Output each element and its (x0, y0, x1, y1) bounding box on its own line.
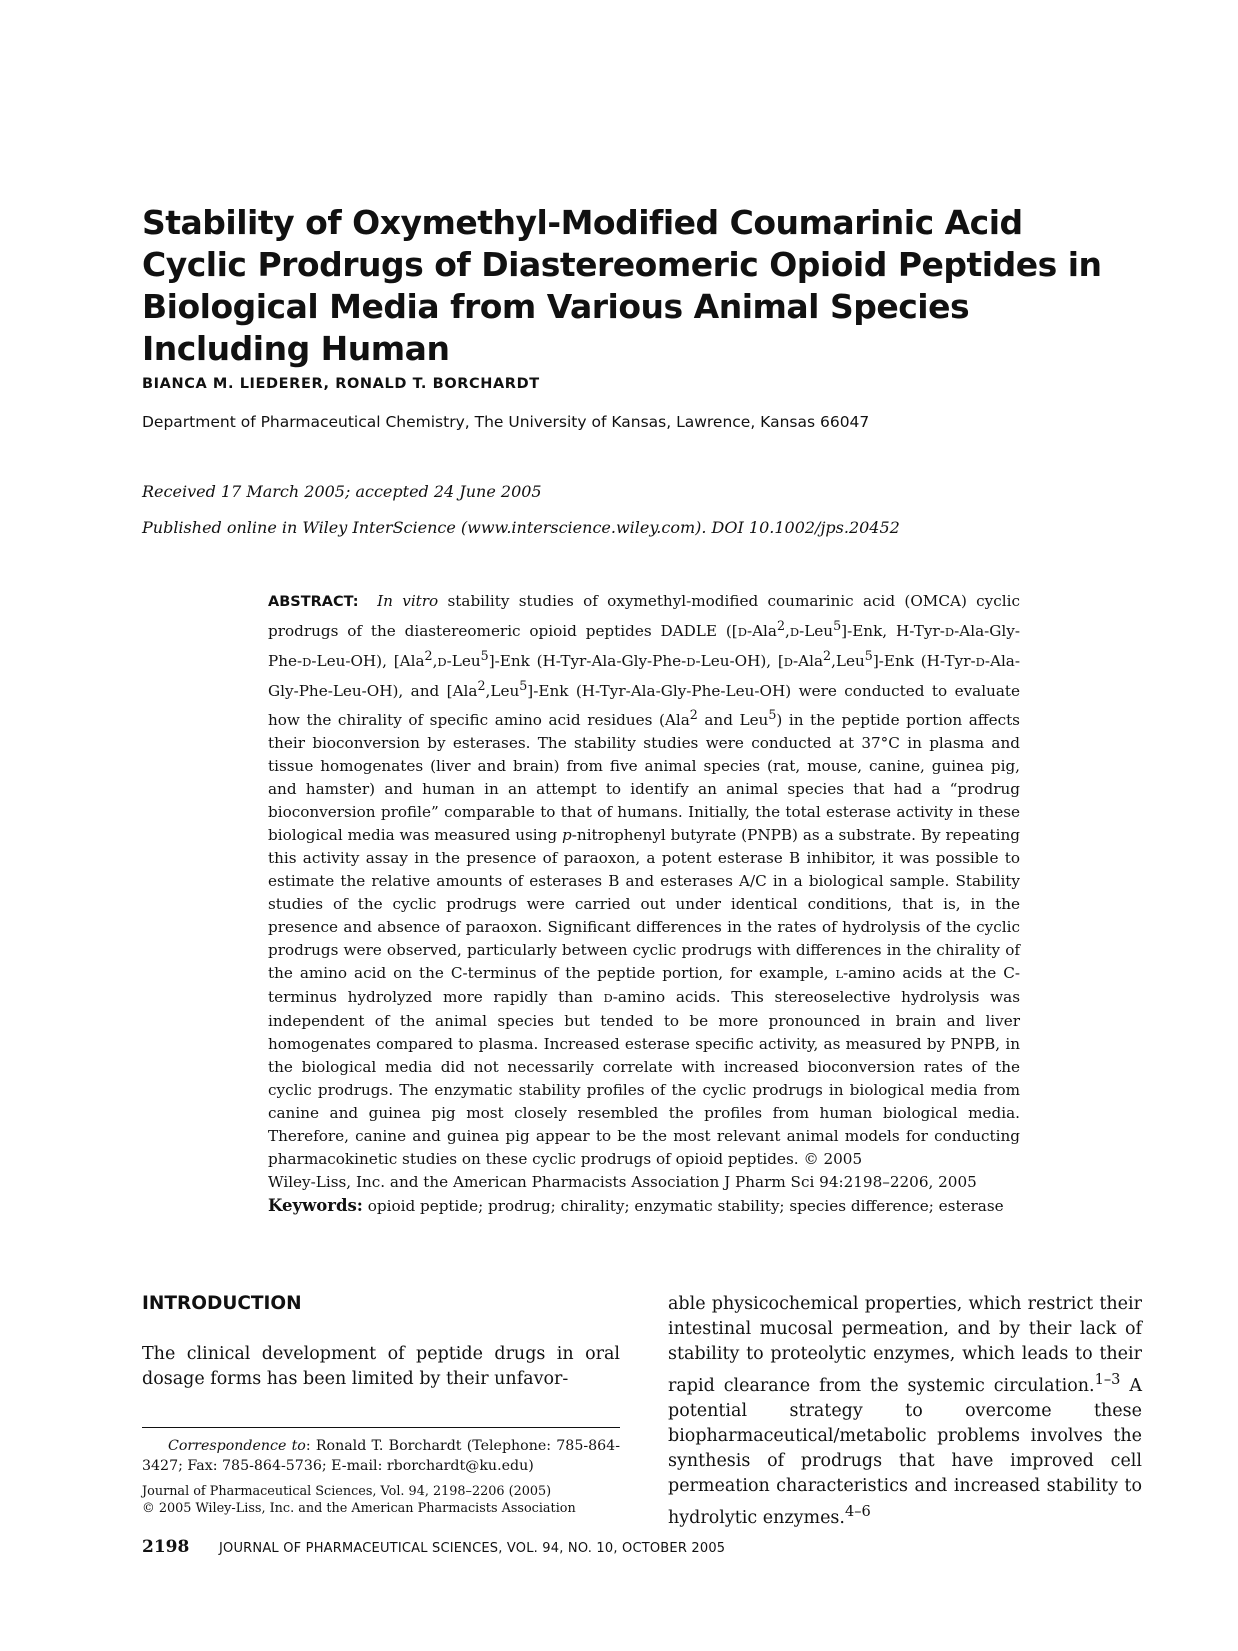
small-cap-d: D (783, 655, 794, 670)
superscript: 5 (864, 648, 873, 664)
affiliation: Department of Pharmaceutical Chemistry, The University of Kansas, Lawrence, Kansas 66047 (142, 413, 870, 431)
small-cap-d: D (686, 655, 696, 670)
abstract-text: -Ala-Gly-Phe- (268, 622, 1020, 671)
abstract-text: -Ala (793, 652, 824, 671)
superscript: 5 (519, 678, 528, 694)
article-title: Stability of Oxymethyl-Modified Coumarinic Acid Cyclic Prodrugs of Diastereomeric Opioid Peptides in Biological Media from Various Animal Species Including Human (142, 203, 1102, 368)
page-number: 2198 (142, 1537, 190, 1557)
intro-text: able physicochemical properties, which restrict their intestinal mucosal permeation, and by their lack of stability to proteolytic enzymes, which leads to their rapid clearance from the systemic circulation. (668, 1294, 1142, 1396)
correspondence-label: Correspondence to (168, 1438, 306, 1454)
superscript: 5 (480, 648, 489, 664)
small-cap-l: L (835, 967, 844, 982)
abstract-text: -amino acids. This stereoselective hydrolysis was independent of the animal species but tended to be more pronounced in brain and liver homogenates compared to plasma. Increased esterase specific activity, as measured by PNPB, in the biological media did not necessarily correlate with increased bioconversion rates of the cyclic prodrugs. The enzymatic stability profiles of the cyclic prodrugs in biological media from canine and guinea pig most closely resembled the profiles from human biological media. Therefore, canine and guinea pig appear to be the most relevant animal models for conducting pharmacokinetic studies on these cyclic prodrugs of opioid peptides. © 2005 (268, 988, 1020, 1169)
publication-info: Published online in Wiley InterScience (www.interscience.wiley.com). DOI 10.1002/jps.20452 (142, 518, 900, 537)
running-footer: JOURNAL OF PHARMACEUTICAL SCIENCES, VOL. 94, NO. 10, OCTOBER 2005 (219, 1541, 726, 1556)
abstract-text: ]-Enk (H-Tyr- (872, 652, 976, 671)
small-cap-d: D (603, 991, 613, 1006)
abstract-text: and Leu (697, 711, 769, 730)
reference-superscript: 4–6 (844, 1502, 871, 1520)
abstract-text: ]-Enk (H-Tyr-Ala-Gly-Phe-Leu-OH) were conducted to evaluate how the chirality of specific amino acid residues (Ala (268, 682, 1020, 730)
copyright-line: © 2005 Wiley-Liss, Inc. and the American Pharmacists Association (142, 1501, 576, 1516)
superscript: 2 (689, 707, 698, 723)
abstract-text: stability studies of oxymethyl-modified coumarinic acid (OMCA) cyclic prodrugs of the diastereomeric opioid peptides DADLE ([ (268, 592, 1020, 641)
abstract-text: -Leu (799, 622, 834, 641)
received-date: Received 17 March 2005; accepted 24 June 2005 (142, 482, 542, 501)
abstract-text: -Leu (446, 652, 481, 671)
small-cap-d: D (944, 625, 955, 640)
abstract-text: -nitrophenyl butyrate (PNPB) as a substrate. By repeating this activity assay in the presence of paraoxon, a potent esterase B inhibitor, it was possible to estimate the relative amounts of esterases B and esterases A/C in a biological sample. Stability studies of the cyclic prodrugs were carried out under identical conditions, that is, in the presence and absence of paraoxon. Significant differences in the rates of hydrolysis of the cyclic prodrugs were observed, particularly between cyclic prodrugs with differences in the chirality of the amino acid on the C-terminus of the peptide portion, for example, (268, 826, 1020, 983)
footnote-divider (142, 1427, 620, 1428)
small-cap-d: D (975, 655, 985, 670)
superscript: 2 (776, 618, 786, 633)
abstract-text: ,Leu (831, 652, 865, 671)
abstract-text: ]-Enk (H-Tyr-Ala-Gly-Phe- (488, 652, 687, 671)
correspondence-text: : Ronald T. Borchardt (Telephone: 785-864-3427; Fax: 785-864-5736; E-mail: rborchardt@ku.edu) (142, 1438, 621, 1474)
author-list: BIANCA M. LIEDERER, RONALD T. BORCHARDT (142, 376, 540, 392)
small-cap-d: D (789, 625, 800, 640)
reference-superscript: 1–3 (1094, 1371, 1121, 1388)
journal-info-line: Journal of Pharmaceutical Sciences, Vol. 94, 2198–2206 (2005) (142, 1484, 552, 1499)
abstract-text: -Ala-Gly-Phe-Leu-OH), and [Ala (268, 652, 1020, 701)
small-cap-d: D (737, 625, 747, 640)
abstract-citation: Wiley-Liss, Inc. and the American Pharmacists Association J Pharm Sci 94:2198–2206, 2005 (268, 1173, 977, 1192)
intro-left-column: The clinical development of peptide drugs in oral dosage forms has been limited by their unfavor- (142, 1344, 620, 1389)
abstract-text: , (432, 652, 438, 671)
abstract-text: ,Leu (485, 682, 520, 701)
abstract-text: ) in the peptide portion affects their bioconversion by esterases. The stability studies were conducted at 37°C in plasma and tissue homogenates (liver and brain) from five animal species (rat, mouse, canine, guinea pig, and hamster) and human in an attempt to identify an animal species that had a “prodrug bioconversion profile” comparable to that of humans. Initially, the total esterase activity in these biological media was measured using (268, 711, 1020, 845)
abstract-text: -Leu-OH), [ (695, 652, 784, 671)
abstract-text: -Ala (746, 622, 777, 641)
small-cap-d: D (302, 655, 312, 670)
abstract-label: ABSTRACT: (268, 594, 359, 610)
superscript: 5 (768, 707, 777, 723)
journal-info (142, 1483, 620, 1517)
italic-p: p (562, 826, 572, 845)
abstract-text: -Leu-OH), [Ala (311, 652, 425, 671)
keywords-label: Keywords: (268, 1196, 363, 1216)
superscript: 2 (424, 648, 433, 664)
keywords-list: opioid peptide; prodrug; chirality; enzymatic stability; species difference; esterase (362, 1197, 1004, 1216)
superscript: 2 (477, 678, 486, 694)
superscript: 2 (823, 648, 832, 664)
superscript: 5 (833, 618, 842, 633)
intro-right-column (668, 1292, 1142, 1531)
abstract-text: ]-Enk, H-Tyr- (841, 622, 945, 641)
correspondence-note (142, 1436, 620, 1476)
abstract-text: -amino acids at the C-terminus hydrolyzed more rapidly than (268, 964, 1020, 1007)
intro-text: A potential strategy to overcome these biopharmaceutical/metabolic problems involves the synthesis of prodrugs that have improved cell permeation characteristics and increased stability to hydrolytic enzymes. (668, 1375, 1142, 1528)
small-cap-d: D (437, 655, 447, 670)
abstract-text: , (785, 622, 790, 641)
abstract (268, 590, 1020, 1218)
abstract-in-vitro: In vitro (377, 592, 439, 610)
section-heading-introduction: INTRODUCTION (142, 1293, 302, 1314)
